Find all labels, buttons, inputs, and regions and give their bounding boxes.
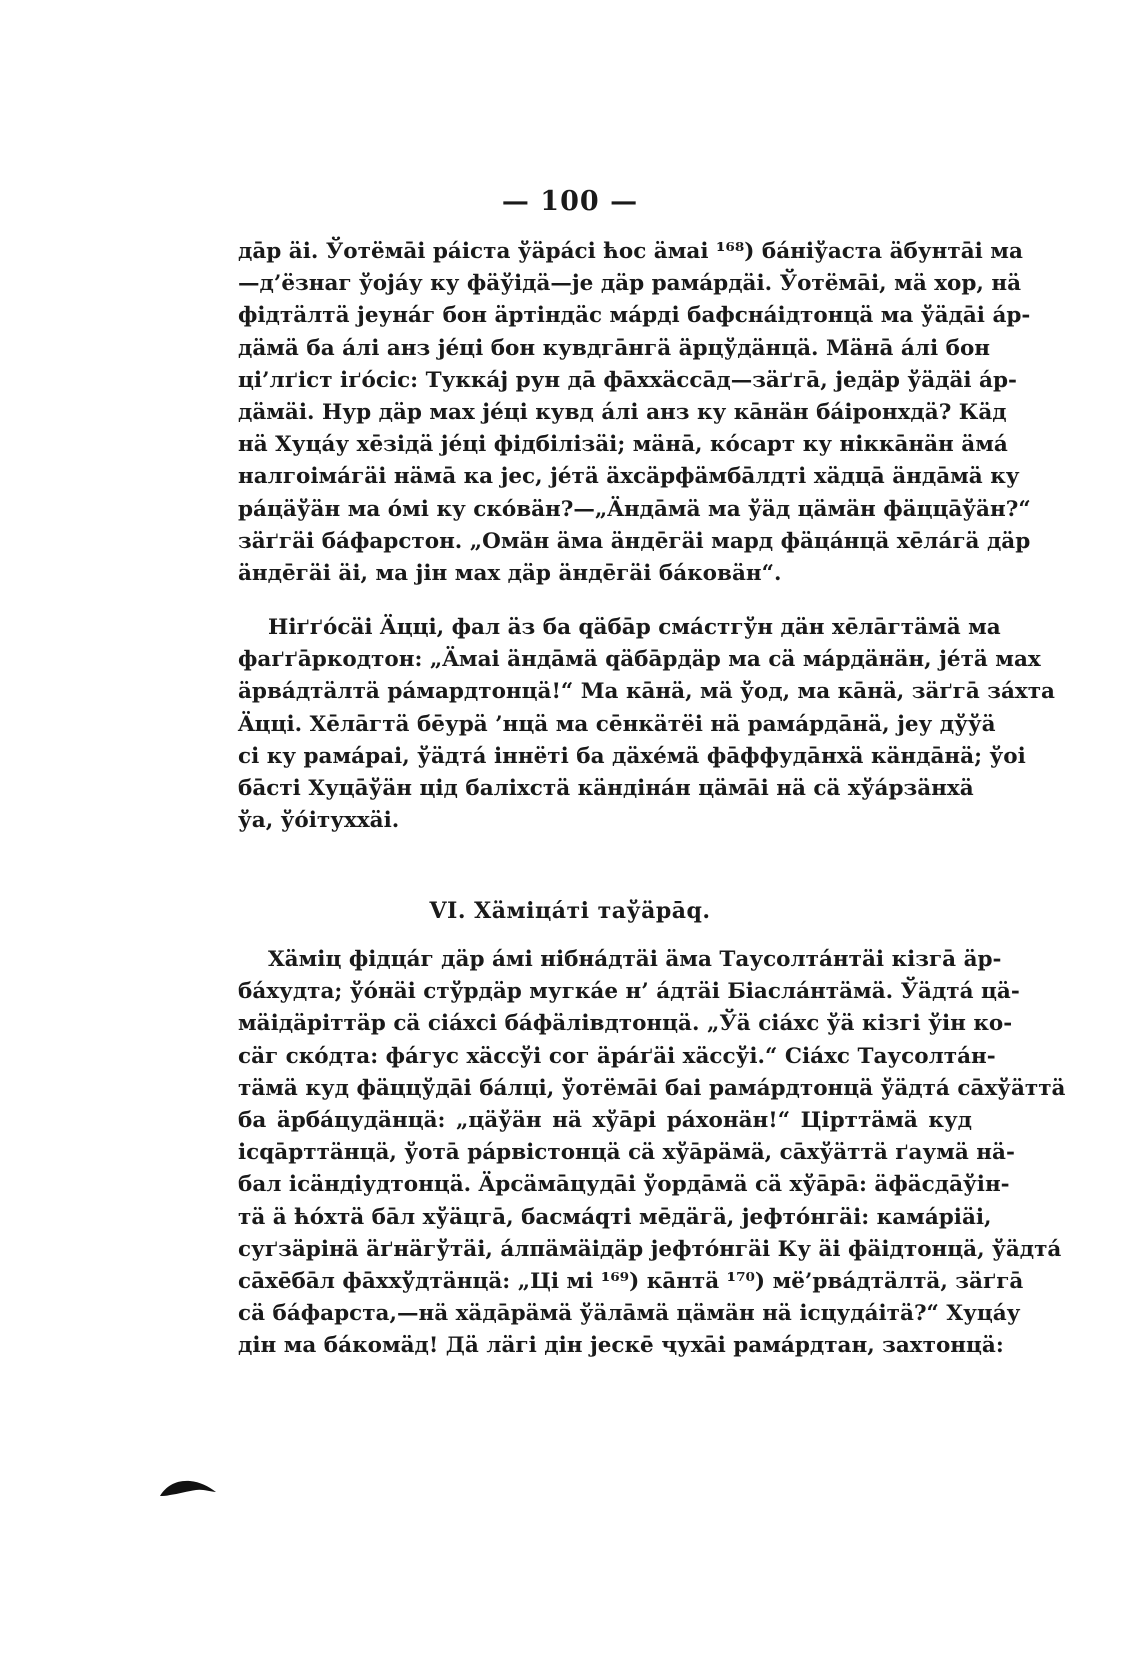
text-line: сāхēбāл фāххўдтäнцä: „Цi мi ¹⁶⁹) кāнтä ¹⁷⁰) мё’рвáдтäлтä, зäґгā	[238, 1268, 1024, 1294]
text-line: äрвáдтäлтä рáмардтонцä!“ Ма кāнä, мä ўод, ма кāнä, зäґгā зáхта	[238, 679, 1055, 705]
text-line: дäмäi. Нур дäр мах jéцi кувд áлi анз ку кāнäн бáiронхдä? Кäд	[238, 399, 1007, 425]
text-line: налгоiмáгäi нäмā ка jес, jéтä äхсäрфäмбāлдтi хäдцā äндāмä ку	[238, 464, 1020, 490]
text-line: цi’лґiст iґóсiс: Туккáj рун дā фāххäссāд—зäґгā, jедäр ўäдäi áр-	[238, 367, 1017, 393]
text-line: iсqāрттäнцä, ўотā рáрвiстонцä сä хўāрäмä, сāхўäттä ґаумä нä-	[238, 1140, 1015, 1166]
text-line: сäг скóдта: фáгус хäссўi сог äрáґäi хäссўi.“ Сiáхс Таусолтáн-	[238, 1043, 996, 1069]
text-line: дäмä ба áлi анз jéцi бон кувдгāнгä äрцўдäнцä. Мäнā áлi бон	[238, 335, 991, 361]
text-line: ўа, ўóiтуххäi.	[238, 808, 400, 834]
text-line: Нiґґóсäi Äццi, фал äз ба qäбāр смáстгўн дäн хēлāгтäмä ма	[268, 615, 1001, 640]
paragraph-1	[238, 236, 1031, 590]
text-line: зäґгäi бáфарстон. „Омäн äма äндēгäi мард фäцáнцä хēлáгä дäр	[238, 528, 1031, 554]
text-line: нä Хуцáу хēзiдä jéцi фiдбiлiзäi; мäнā, кóсарт ку нiккāнäн äмá	[238, 432, 1008, 458]
text-line: рáцäўäн ма óмi ку скóвäн?—„Äндāмä ма ўäд цäмäн фäццāўäн?“	[238, 496, 1031, 522]
ink-blot-mark	[158, 1474, 218, 1498]
text-line: бал iсäндiудтонцä. Äрсäмāцудāi ўордāмä сä хўāрā: äфäсдāўiн-	[238, 1172, 1010, 1198]
text-line: Хäмiц фiдцáг дäр áмi нiбнáдтäi äма Таусолтáнтäi кiзгā äр-	[268, 947, 1002, 972]
text-line: дāр äi. Ўотёмāi рáiста ўäрáсi ћос äмаi ¹⁶⁸) бáнiўаста äбунтāi ма	[238, 239, 1023, 264]
text-line: бāстi Хуцāўäн цiд балiхстä кäндiнáн цäмāi нä сä хўáрзäнхä	[238, 775, 974, 801]
text-line: сi ку рамáраi, ўäдтá iннëтi ба дäхéмä фāффудāнхä кäндāнä; ўоi	[238, 743, 1026, 769]
paragraph-3	[238, 944, 1066, 1362]
text-line: сä бáфарста,—нä хäдāрäмä ўäлāмä цäмäн нä iсцудáiтä?“ Хуцáу	[238, 1301, 1021, 1327]
text-line: тä ä ћóхтä бāл хўäцгā, басмáqтi мēдäгä, jефтóнгäi: камáрiäi,	[238, 1204, 992, 1230]
text-line: дiн ма бáкомäд! Дä лäгi дiн jеске̄ ҷухāi рамáрдтан, захтонцä:	[238, 1333, 1004, 1359]
text-line: —д’ёзнаг ўоjáу ку фäўiдä—jе дäр рамáрдäi. Ўотёмāi, мä хор, нä	[238, 271, 1022, 297]
text-line: Äццi. Хēлāгтä бēурä ’нцä ма сēнкäтëi нä рамáрдāнä, jеу дўўä	[238, 711, 996, 737]
text-line: бáхудта; ўóнäi стўрдäр мугкáе н’ áдтäi Бiаслáнтäмä. Ўäдтá цä-	[238, 979, 1020, 1005]
paragraph-2	[238, 612, 1055, 837]
text-line: фаґґāркодтон: „Äмаi äндāмä qäбāрдäр ма сä мáрдäнäн, jéтä мах	[238, 647, 1041, 673]
text-line: мäiдäрiттäр сä сiáхсi бáфäлiвдтонцä. „Ўä сiáхс ўä кiзгi ўiн ко-	[238, 1011, 1013, 1037]
text-line: ба äрбáцудäнцä: „цäўäн нä хўāрi рáхонäн!“ Цiрттäмä куд	[238, 1107, 972, 1133]
text-line: äндēгäi äi, ма jiн мах дäр äндēгäi бáковäн“.	[238, 560, 782, 586]
text-line: суґзäрiнä äґнäгўтäi, áлпäмäiдäр jефтóнгäi Ку äi фäiдтонцä, ўäдтá	[238, 1236, 1062, 1262]
page-number: — 100 —	[501, 186, 639, 217]
text-line: тäмä куд фäццўдāi бáлцi, ўотёмāi баi рамáрдтонцä ўäдтá сāхўäттä	[238, 1075, 1066, 1101]
text-line: фiдтäлтä jеунáг бон äртiндäс мáрдi бафснáiдтонцä ма ўäдāi áр-	[238, 303, 1031, 329]
section-heading: VI. Хäмiцáтi таўäрāq.	[429, 898, 711, 924]
